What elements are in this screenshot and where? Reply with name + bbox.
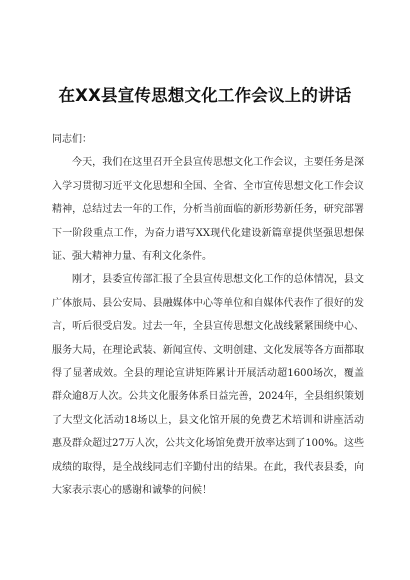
document-body [52, 128, 364, 503]
document-title: 在XX县宣传思想文化工作会议上的讲话 [58, 86, 352, 105]
paragraph-opening: 今天，我们在这里召开全县宣传思想文化工作会议，主要任务是深入学习贯彻习近平文化思想和全国、全省、全市宣传思想文化工作会议精神，总结过去一年的工作，分析当前面临的新形势新任务，研究部署下一阶段重点工作，为奋力谱写XX现代化建设新篇章提供坚强思想保证、强大精神力量、有利文化条件。 [52, 157, 364, 263]
salutation: 同志们： [52, 134, 92, 145]
paragraph-review: 刚才，县委宣传部汇报了全县宣传思想文化工作的总体情况，县文广体旅局、县公安局、县融媒体中心等单位和自媒体代表作了很好的发言，听后很受启发。过去一年，全县宣传思想文化战线紧紧围绕中心、服务大局，在理论武装、新闻宣传、文明创建、文化发展等各方面都取得了显著成效。全县的理论宣讲矩阵累计开展活动超1600场次，覆盖群众逾8万人次。公共文化服务体系日益完善，2024年，全县组织策划了大型文化活动18场以上，县文化馆开展的免费艺术培训和讲座活动惠及群众超过27万人次，公共文化场馆免费开放率达到了100%。这些成绩的取得，是全战线同志们辛勤付出的结果。在此，我代表县委，向大家表示衷心的感谢和诚挚的问候！ [52, 274, 364, 497]
